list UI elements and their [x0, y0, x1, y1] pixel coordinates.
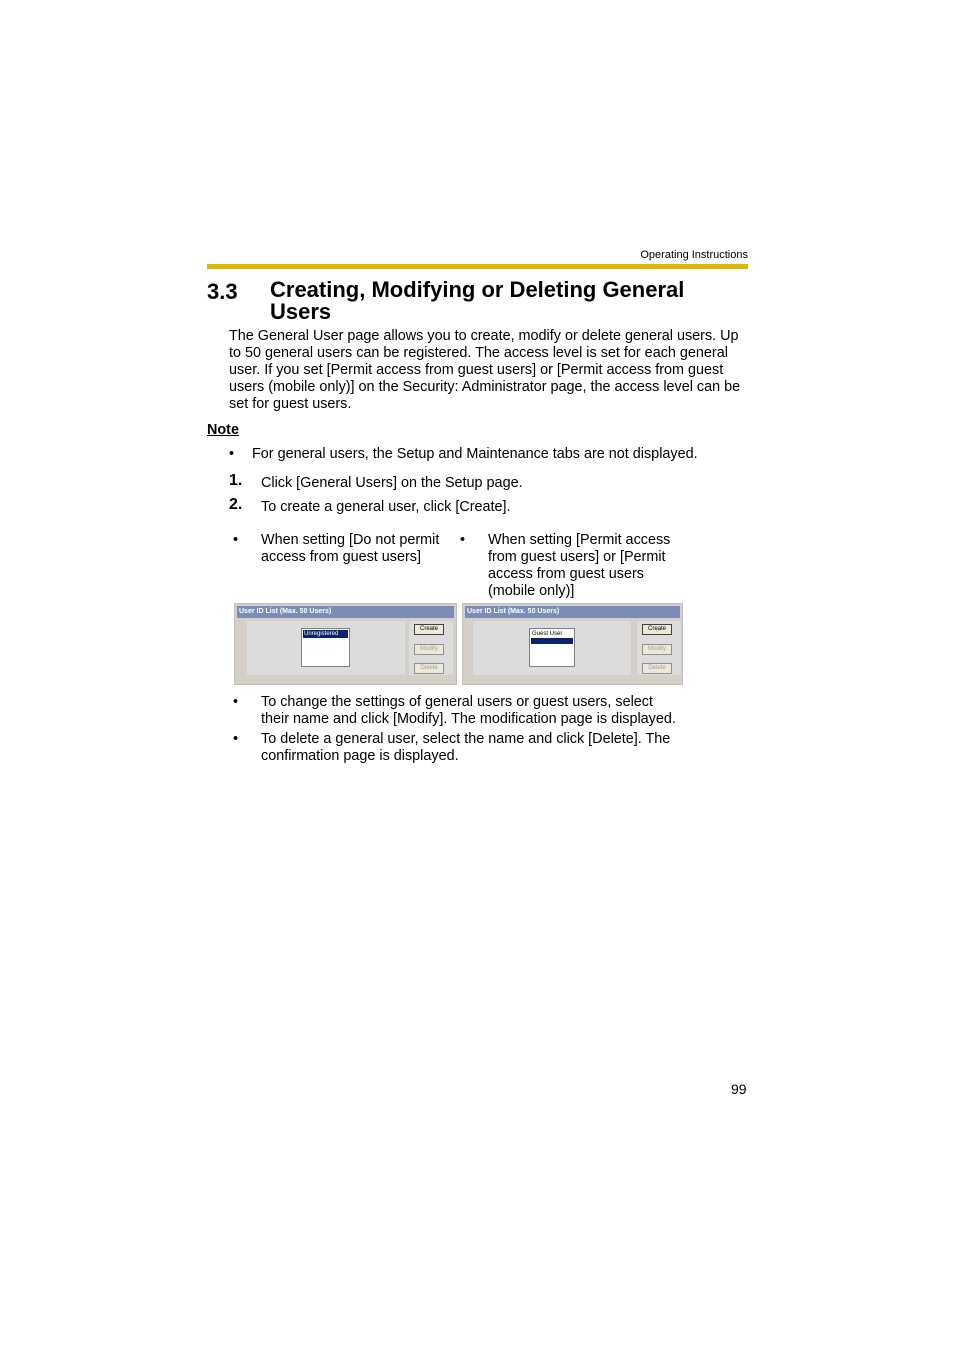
create-button[interactable]: Create	[414, 624, 444, 635]
delete-button[interactable]: Delete	[642, 663, 672, 674]
step-2-number: 2.	[229, 496, 243, 513]
running-header: Operating Instructions	[640, 249, 748, 261]
bullet-dot: •	[233, 532, 239, 548]
section-number: 3.3	[207, 279, 238, 304]
page-number: 99	[731, 1081, 747, 1097]
bullet-dot: •	[229, 446, 235, 462]
screenshot-panel-left	[234, 603, 457, 685]
panel-button-area	[409, 621, 453, 675]
delete-bullet-text: To delete a general user, select the name and click [Delete]. The confirmation page is displayed.	[261, 731, 671, 764]
step-2-text: To create a general user, click [Create].	[261, 499, 511, 515]
panel-list-area	[247, 621, 405, 675]
panel-title-bar: User ID List (Max. 50 Users)	[465, 606, 680, 618]
bullet-dot: •	[233, 694, 239, 710]
step-1-text: Click [General Users] on the Setup page.	[261, 475, 523, 491]
bullet-dot: •	[460, 532, 466, 548]
section-title: Creating, Modifying or Deleting General Users	[270, 277, 685, 324]
list-selection-highlight	[531, 638, 573, 644]
screenshot-panel-right	[462, 603, 683, 685]
panel-title-bar: User ID List (Max. 50 Users)	[237, 606, 454, 618]
modify-bullet	[233, 694, 683, 730]
delete-button[interactable]: Delete	[414, 663, 444, 674]
user-id-listbox[interactable]	[301, 628, 350, 667]
modify-bullet-text: To change the settings of general users or guest users, select their name and click [Modify]. The modification page is displayed.	[261, 694, 676, 727]
note-heading: Note	[207, 422, 239, 438]
panel-list-area	[473, 621, 631, 675]
note-text: For general users, the Setup and Maintenance tabs are not displayed.	[252, 446, 698, 462]
column-left-text: When setting [Do not permit access from guest users]	[261, 532, 440, 565]
user-id-listbox[interactable]	[529, 628, 575, 667]
create-button[interactable]: Create	[642, 624, 672, 635]
header-rule	[207, 264, 748, 269]
intro-paragraph: The General User page allows you to create, modify or delete general users. Up to 50 general users can be registered. The access level is set for each general user. If you set [Permit access from guest users] or [Permit access from guest users (mobile only)] on the Security: Administrator page, the access level can be set for guest users.	[229, 328, 741, 412]
column-right-text: When setting [Permit access from guest users] or [Permit access from guest users (mobile only)]	[488, 532, 671, 599]
panel-button-area	[637, 621, 681, 675]
list-item-guest-user[interactable]: Guest User	[532, 631, 563, 637]
bullet-dot: •	[233, 731, 239, 747]
modify-button[interactable]: Modify	[642, 644, 672, 655]
delete-bullet	[233, 731, 683, 767]
list-item-unregistered[interactable]: Unregistered	[303, 630, 348, 638]
step-1-number: 1.	[229, 472, 243, 489]
modify-button[interactable]: Modify	[414, 644, 444, 655]
